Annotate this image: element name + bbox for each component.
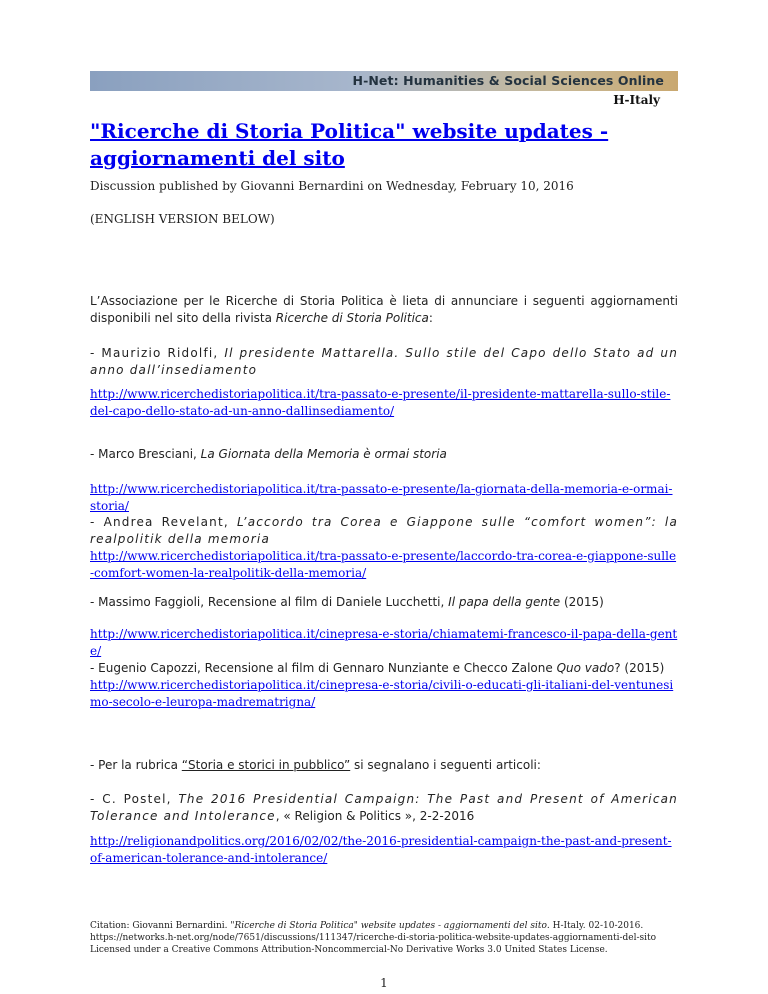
intro-text: L’Associazione per le Ricerche di Storia Politica è lieta di annunciare i seguenti aggiornamenti disponibili nel sito della rivista bbox=[90, 294, 678, 325]
banner-title: H-Net: Humanities & Social Sciences Online bbox=[352, 73, 664, 88]
list-item bbox=[90, 514, 678, 582]
item-url[interactable]: http://www.ricerchedistoriapolitica.it/cinepresa-e-storia/chiamatemi-francesco-il-papa-della-gente/ bbox=[90, 627, 678, 658]
rubrica-name: “Storia e storici in pubblico” bbox=[181, 758, 351, 772]
english-note: (ENGLISH VERSION BELOW) bbox=[90, 212, 275, 226]
item-year: (2015) bbox=[560, 595, 604, 609]
article-url[interactable]: http://religionandpolitics.org/2016/02/02/the-2016-presidential-campaign-the-past-and-present-of-american-tolerance-and-intolerance/ bbox=[90, 834, 672, 865]
article-author: - C. Postel, bbox=[90, 792, 179, 806]
item-citation bbox=[90, 514, 678, 548]
item-title: Il presidente Mattarella. Sullo stile del Capo dello Stato ad un anno dall’insediamento bbox=[90, 346, 678, 377]
item-author: - Maurizio Ridolfi, bbox=[90, 346, 225, 360]
item-citation bbox=[90, 594, 678, 611]
item-year: ? (2015) bbox=[614, 661, 665, 675]
item-citation bbox=[90, 446, 678, 463]
intro-paragraph bbox=[90, 293, 678, 327]
item-url[interactable]: http://www.ricerchedistoriapolitica.it/cinepresa-e-storia/civili-o-educati-gli-italiani-del-ventunesimo-secolo-e-leuropa-madrematrigna/ bbox=[90, 678, 674, 709]
intro-block bbox=[90, 293, 678, 327]
article-citation bbox=[90, 791, 678, 825]
byline: Discussion published by Giovanni Bernardini on Wednesday, February 10, 2016 bbox=[90, 179, 574, 193]
list-item bbox=[90, 446, 678, 463]
page-title bbox=[90, 118, 678, 172]
rubrica-block bbox=[90, 757, 678, 774]
item-url[interactable]: http://www.ricerchedistoriapolitica.it/tra-passato-e-presente/la-giornata-della-memoria-e-ormai-storia/ bbox=[90, 482, 673, 513]
network-name: H-Italy bbox=[613, 93, 660, 107]
license-text: Licensed under a Creative Commons Attribution-Noncommercial-No Derivative Works 3.0 United States License. bbox=[90, 945, 608, 955]
page-number: 1 bbox=[380, 976, 388, 990]
rubrica-prefix: - Per la rubrica bbox=[90, 758, 182, 772]
list-item bbox=[90, 660, 678, 711]
article-title: The 2016 Presidential Campaign: The Past and Present of American Tolerance and Intolerance bbox=[90, 792, 678, 823]
citation-suffix: . H-Italy. 02-10-2016. bbox=[546, 921, 644, 931]
hnet-banner bbox=[90, 71, 678, 91]
journal-name: Ricerche di Storia Politica bbox=[275, 311, 429, 325]
list-item bbox=[90, 594, 678, 611]
article-link bbox=[90, 833, 678, 867]
rubrica-line bbox=[90, 757, 678, 774]
rubrica-suffix: si segnalano i seguenti articoli: bbox=[350, 758, 541, 772]
item-url[interactable]: http://www.ricerchedistoriapolitica.it/tra-passato-e-presente/il-presidente-mattarella-sullo-stile-del-capo-dello-stato-ad-un-anno-dallinsediamento/ bbox=[90, 387, 671, 418]
article-item bbox=[90, 791, 678, 825]
citation-url: https://networks.h-net.org/node/7651/discussions/111347/ricerche-di-storia-politica-website-updates-aggiornamenti-del-sito bbox=[90, 933, 657, 943]
citation-prefix: Citation: Giovanni Bernardini. bbox=[90, 921, 231, 931]
item-author: - Andrea Revelant, bbox=[90, 515, 237, 529]
item-title: L’accordo tra Corea e Giappone sulle “comfort women”: la realpolitik della memoria bbox=[90, 515, 678, 546]
item-title: Il papa della gente bbox=[448, 595, 561, 609]
list-item-link bbox=[90, 481, 678, 515]
intro-end: : bbox=[428, 311, 433, 325]
title-link[interactable]: "Ricerche di Storia Politica" website updates - aggiornamenti del sito bbox=[90, 119, 609, 170]
item-url[interactable]: http://www.ricerchedistoriapolitica.it/tra-passato-e-presente/laccordo-tra-corea-e-giappone-sulle-comfort-women-la-realpolitik-della-memoria/ bbox=[90, 549, 677, 580]
citation-line bbox=[90, 920, 678, 932]
list-item-link bbox=[90, 626, 678, 660]
document-body bbox=[90, 118, 678, 172]
list-item-link bbox=[90, 386, 678, 420]
item-citation bbox=[90, 345, 678, 379]
item-title: La Giornata della Memoria è ormai storia bbox=[200, 447, 447, 461]
citation-title: "Ricerche di Storia Politica" website updates - aggiornamenti del sito bbox=[230, 921, 547, 931]
item-author: - Massimo Faggioli, Recensione al film di Daniele Lucchetti, bbox=[90, 595, 449, 609]
article-source: , « Religion & Politics », 2-2-2016 bbox=[275, 809, 475, 823]
citation-footer bbox=[90, 920, 678, 956]
item-citation bbox=[90, 660, 678, 677]
item-author: - Marco Bresciani, bbox=[90, 447, 201, 461]
item-title: Quo vado bbox=[556, 661, 615, 675]
list-item bbox=[90, 345, 678, 379]
item-author: - Eugenio Capozzi, Recensione al film di Gennaro Nunziante e Checco Zalone bbox=[90, 661, 557, 675]
